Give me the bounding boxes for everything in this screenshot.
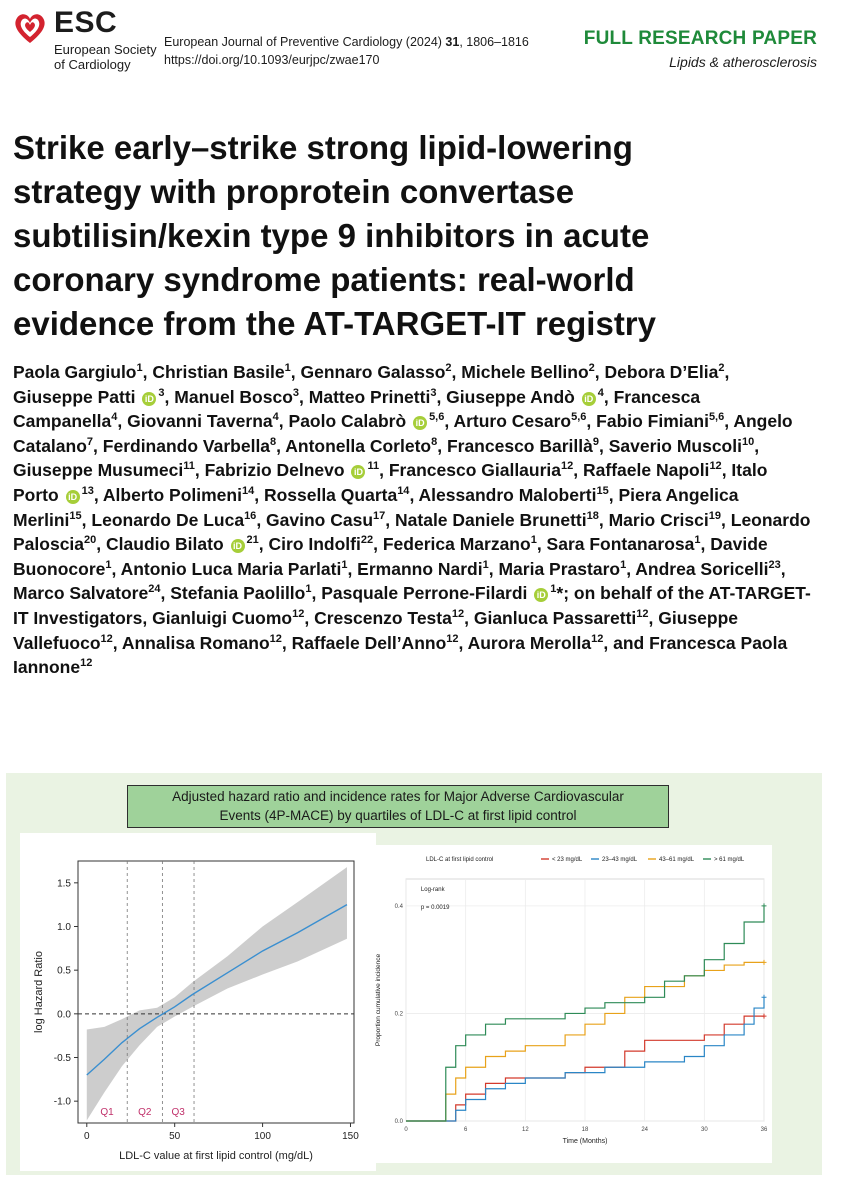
y-tick-label: 0.0: [394, 1119, 403, 1125]
x-tick-label: 0: [84, 1131, 90, 1142]
author-name: Leonardo De Luca$^{16}$: [91, 509, 257, 530]
author-name: Piera Angelica Merlini$^{15}$: [13, 484, 739, 530]
orcid-icon[interactable]: iD: [351, 465, 365, 479]
author-name: Crescenzo Testa$^{12}$: [314, 607, 465, 628]
author-name: Giovanni Taverna$^4$: [127, 411, 279, 432]
author-name: Giuseppe Andò iD $^4$: [446, 386, 604, 407]
author-name: Maria Prastaro$^1$: [498, 558, 627, 579]
author-name: Marco Salvatore$^{24}$: [13, 583, 161, 604]
author-name: Ciro Indolfi$^{22}$: [268, 534, 374, 555]
author-name: Paola Gargiulo$^1$: [13, 362, 143, 382]
incidence-panel: [366, 845, 772, 1163]
y-tick-label: -0.5: [53, 1053, 71, 1064]
p-value-label: p = 0.0019: [420, 905, 450, 911]
author-name: Angelo Catalano$^7$: [13, 411, 793, 456]
x-tick-label: 6: [463, 1127, 468, 1133]
author-name: Antonella Corleto$^8$: [285, 435, 438, 456]
author-name: Federica Marzano$^1$: [382, 534, 537, 555]
x-tick-label: 24: [641, 1127, 649, 1133]
author-name: Andrea Soricelli$^{23}$: [635, 558, 781, 579]
x-axis-label: Time (Months): [562, 1138, 608, 1145]
author-name: Alessandro Maloberti$^{15}$: [418, 484, 609, 505]
orcid-icon[interactable]: iD: [231, 539, 245, 553]
quartile-label: Q1: [100, 1107, 114, 1118]
cumulative-incidence-chart: [366, 845, 772, 1163]
author-name: Gianluigi Cuomo$^{12}$: [152, 607, 305, 628]
log-rank-label: Log-rank: [420, 887, 445, 893]
author-name: Italo Porto iD $^{13}$: [13, 460, 768, 505]
title-line: evidence from the AT-TARGET-IT registry: [13, 305, 657, 342]
orcid-icon[interactable]: iD: [413, 416, 427, 430]
y-tick-label: 1.5: [57, 878, 71, 890]
paper-title: [13, 126, 813, 346]
author-name: Sara Fontanarosa$^1$: [546, 534, 701, 555]
author-name: Christian Basile$^1$: [152, 362, 291, 382]
x-tick-label: 150: [342, 1131, 359, 1142]
author-name: Stefania Paolillo$^1$: [170, 583, 312, 604]
x-tick-label: 18: [581, 1127, 589, 1133]
esc-heart-logo-icon: [12, 10, 48, 46]
author-name: Giuseppe Vallefuoco$^{12}$: [13, 607, 739, 653]
title-line: strategy with proprotein convertase: [13, 173, 575, 210]
author-name: Antonio Luca Maria Parlati$^1$: [120, 558, 348, 579]
orcid-icon[interactable]: iD: [582, 392, 596, 406]
author-name: Francesco Giallauria$^{12}$: [388, 460, 574, 481]
author-name: Francesca Campanella$^4$: [13, 386, 701, 432]
author-name: Gianluca Passaretti$^{12}$: [473, 607, 649, 628]
author-name: Mario Crisci$^{19}$: [608, 509, 722, 530]
organization-name: European Society of Cardiology: [54, 42, 157, 72]
author-name: Fabio Fimiani$^{5,6}$: [596, 411, 725, 432]
author-name: Francesco Barillà$^9$: [446, 435, 599, 456]
author-list: Paola Gargiulo$^1$, Christian Basile$^1$, Gennaro Galasso$^2$, Michele Bellino$^2$, Debora D’Elia$^2$, Giuseppe Patti iD $^3$, Manuel Bosco$^3$, Matteo Prinetti$^3$, Giuseppe Andò iD $^4$, Francesca Campanella$^4$, Giovanni Taverna$^4$, Paolo Calabrò iD $^{5,6}$, Arturo Cesaro$^{5,6}$, Fabio Fimiani$^{5,6}$, Angelo Catalano$^7$, Ferdinando Varbella$^8$, Antonella Corleto$^8$, Francesco Barillà$^9$, Saverio Muscoli$^{10}$, Giuseppe Musumeci$^{11}$, Fabrizio Delnevo iD $^{11}$, Francesco Giallauria$^{12}$, Raffaele Napoli$^{12}$, Italo Porto iD $^{13}$, Alberto Polimeni$^{14}$, Rossella Quarta$^{14}$, Alessandro Maloberti$^{15}$, Piera Angelica Merlini$^{15}$, Leonardo De Luca$^{16}$, Gavino Casu$^{17}$, Natale Daniele Brunetti$^{18}$, Mario Crisci$^{19}$, Leonardo Paloscia$^{20}$, Claudio Bilato iD $^{21}$, Ciro Indolfi$^{22}$, Federica Marzano$^1$, Sara Fontanarosa$^1$, Davide Buonocore$^1$, Antonio Luca Maria Parlati$^1$, Ermanno Nardi$^1$, Maria Prastaro$^1$, Andrea Soricelli$^{23}$, Marco Salvatore$^{24}$, Stefania Paolillo$^1$, Pasquale Perrone-Filardi iD $^1$*; on behalf of the AT-TARGET-IT Investigators, Gianluigi Cuomo$^{12}$, Crescenzo Testa$^{12}$, Gianluca Passaretti$^{12}$, Giuseppe Vallefuoco$^{12}$, Annalisa Romano$^{12}$, Raffaele Dell’Anno$^{12}$, Aurora Merolla$^{12}$, and Francesca Paola Iannone$^{12}$: [13, 362, 811, 678]
author-name: Leonardo Paloscia$^{20}$: [13, 509, 811, 555]
author-name: and Francesca Paola Iannone$^{12}$: [13, 632, 788, 678]
author-name: Raffaele Dell’Anno$^{12}$: [291, 632, 459, 653]
x-tick-label: 30: [700, 1127, 708, 1133]
y-tick-label: 0.2: [394, 1011, 403, 1018]
y-tick-label: 0.0: [57, 1009, 71, 1021]
author-name: Matteo Prinetti$^3$: [308, 386, 437, 407]
orcid-icon[interactable]: iD: [66, 490, 80, 504]
title-line: subtilisin/kexin type 9 inhibitors in acute: [13, 217, 650, 254]
author-name: Claudio Bilato iD $^{21}$: [106, 534, 259, 555]
y-tick-label: 1.0: [57, 922, 71, 933]
y-tick-label: -1.0: [53, 1096, 71, 1108]
author-name: Gavino Casu$^{17}$: [266, 509, 386, 530]
author-name: Debora D’Elia$^2$: [604, 362, 725, 382]
brand-name: ESC: [54, 6, 118, 39]
orcid-icon[interactable]: iD: [534, 588, 548, 602]
author-name: Fabrizio Delnevo iD $^{11}$: [204, 460, 380, 481]
legend-label: 23–43 mg/dL: [602, 857, 638, 863]
author-name: Giuseppe Musumeci$^{11}$: [13, 460, 195, 481]
legend-label: 43–61 mg/dL: [659, 857, 695, 863]
journal-citation: European Journal of Preventive Cardiology (2024) 31, 1806–1816: [164, 35, 529, 49]
x-tick-label: 0: [404, 1127, 408, 1133]
legend-label: > 61 mg/dL: [714, 857, 745, 863]
x-tick-label: 36: [760, 1127, 768, 1133]
author-name: Manuel Bosco$^3$: [174, 386, 300, 407]
title-line: coronary syndrome patients: real-world: [13, 261, 635, 298]
y-axis-label: Proportion cumulative incidence: [375, 953, 382, 1047]
title-line: Strike early–strike strong lipid-lowering: [13, 129, 633, 166]
figure-title: Adjusted hazard ratio and incidence rates for Major Adverse Cardiovascular Events (4P-MACE) by quartiles of LDL-C at first lipid control: [127, 785, 669, 828]
author-name: Aurora Merolla$^{12}$: [467, 632, 604, 653]
quartile-label: Q3: [171, 1107, 185, 1118]
author-name: Ermanno Nardi$^1$: [357, 558, 489, 579]
x-tick-label: 12: [521, 1127, 529, 1133]
author-name: Gennaro Galasso$^2$: [300, 362, 452, 382]
author-name: Saverio Muscoli$^{10}$: [608, 435, 755, 456]
y-tick-label: 0.4: [394, 903, 403, 910]
doi-link[interactable]: https://doi.org/10.1093/eurjpc/zwae170: [164, 53, 380, 67]
quartile-label: Q2: [138, 1107, 152, 1118]
author-name: Pasquale Perrone-Filardi iD $^1$*; on behalf of the AT-TARGET-IT Investigators,: [13, 583, 811, 628]
author-name: Giuseppe Patti iD $^3$: [13, 386, 165, 407]
y-tick-label: 0.5: [57, 965, 71, 977]
author-name: Ferdinando Varbella$^8$: [102, 435, 277, 456]
spline-panel: [20, 833, 376, 1171]
hazard-ratio-spline-chart: [20, 833, 376, 1171]
legend-title: LDL-C at first lipid control: [426, 857, 494, 863]
author-name: Rossella Quarta$^{14}$: [263, 484, 410, 505]
author-name: Paolo Calabrò iD $^{5,6}$: [288, 411, 445, 432]
author-name: Alberto Polimeni$^{14}$: [102, 484, 255, 505]
author-name: Michele Bellino$^2$: [461, 362, 595, 382]
x-axis-label: LDL-C value at first lipid control (mg/dL): [119, 1150, 313, 1162]
section-label: Lipids & atherosclerosis: [669, 54, 817, 70]
paper-type-label: FULL RESEARCH PAPER: [583, 28, 817, 49]
author-name: Annalisa Romano$^{12}$: [121, 632, 282, 653]
article-header: [0, 0, 859, 100]
author-name: Davide Buonocore$^1$: [13, 534, 768, 579]
graphical-abstract: [6, 773, 822, 1175]
y-axis-label: log Hazard Ratio: [33, 951, 45, 1033]
author-name: Arturo Cesaro$^{5,6}$: [453, 411, 587, 432]
legend-label: < 23 mg/dL: [552, 857, 583, 863]
x-tick-label: 100: [254, 1131, 271, 1142]
author-name: Raffaele Napoli$^{12}$: [583, 460, 722, 481]
author-name: Natale Daniele Brunetti$^{18}$: [395, 509, 599, 530]
orcid-icon[interactable]: iD: [142, 392, 156, 406]
x-tick-label: 50: [169, 1131, 181, 1142]
